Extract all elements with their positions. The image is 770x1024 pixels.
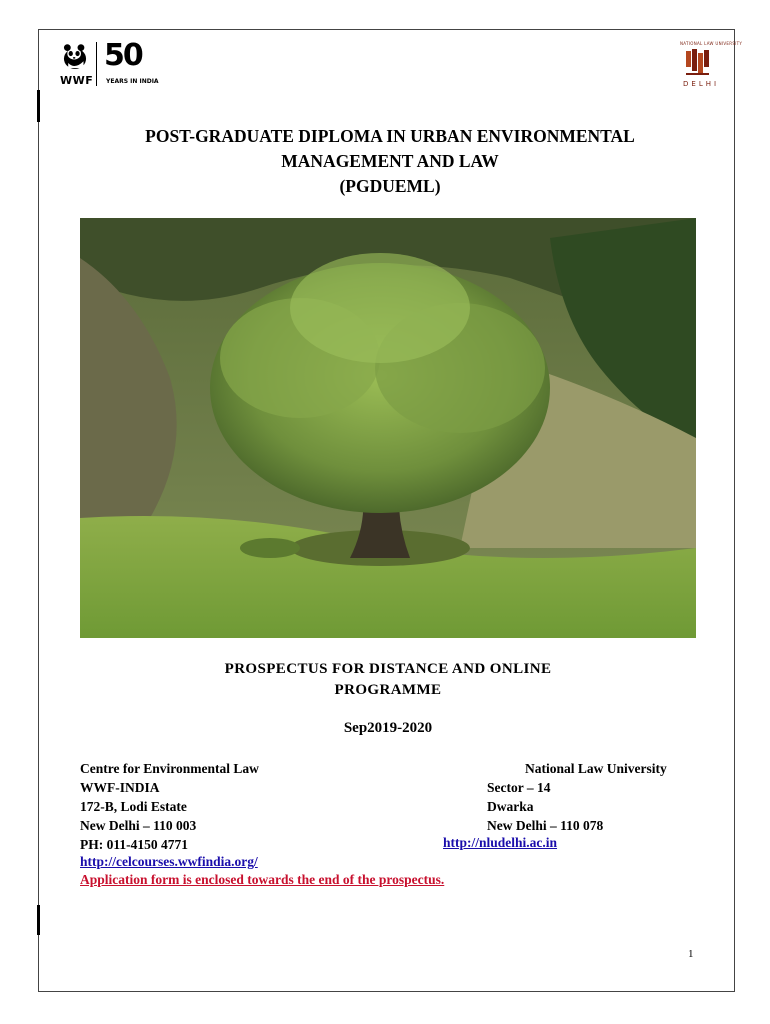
wwf-anniversary-caption: YEARS IN INDIA — [106, 78, 159, 85]
edge-mark — [37, 905, 40, 935]
wwf-wordmark: WWF — [60, 74, 94, 87]
address-line: New Delhi – 110 078 — [487, 818, 604, 833]
title-line: (PGDUEML) — [339, 176, 441, 196]
prospectus-line: PROGRAMME — [334, 682, 442, 698]
address-line: National Law University — [525, 761, 667, 776]
prospectus-heading — [80, 659, 696, 701]
logo-divider — [96, 42, 97, 86]
title-line: POST-GRADUATE DIPLOMA IN URBAN ENVIRONMENTAL — [145, 126, 635, 146]
wwf-anniversary-number: 50 — [104, 38, 142, 73]
address-line: Dwarka — [487, 799, 534, 814]
address-line: New Delhi – 110 003 — [80, 818, 197, 833]
address-line: WWF-INDIA — [80, 780, 160, 795]
nlu-wordmark: DELHI — [683, 80, 720, 88]
address-line: 172-B, Lodi Estate — [80, 799, 187, 814]
panda-icon — [58, 40, 92, 74]
title-line: MANAGEMENT AND LAW — [281, 151, 499, 171]
nlu-caption: NATIONAL LAW UNIVERSITY — [680, 41, 743, 46]
wwf-courses-link[interactable]: http://celcourses.wwfindia.org/ — [80, 854, 258, 869]
cover-photo — [80, 218, 696, 638]
edge-mark — [37, 90, 40, 122]
address-line: Sector – 14 — [487, 780, 551, 795]
wwf-address-block — [80, 759, 259, 854]
prospectus-line: PROSPECTUS FOR DISTANCE AND ONLINE — [224, 661, 552, 677]
session-year: Sep2019-2020 — [343, 720, 433, 736]
address-line: Centre for Environmental Law — [80, 761, 259, 776]
nlu-website-link[interactable]: http://nludelhi.ac.in — [443, 835, 558, 850]
document-title — [60, 124, 720, 199]
address-line: PH: 011-4150 4771 — [80, 837, 188, 852]
nlu-address-block — [487, 759, 667, 835]
page-number: 1 — [688, 948, 694, 960]
nlu-emblem-icon — [682, 47, 714, 77]
application-form-notice: Application form is enclosed towards the end of the prospectus. — [80, 872, 445, 887]
